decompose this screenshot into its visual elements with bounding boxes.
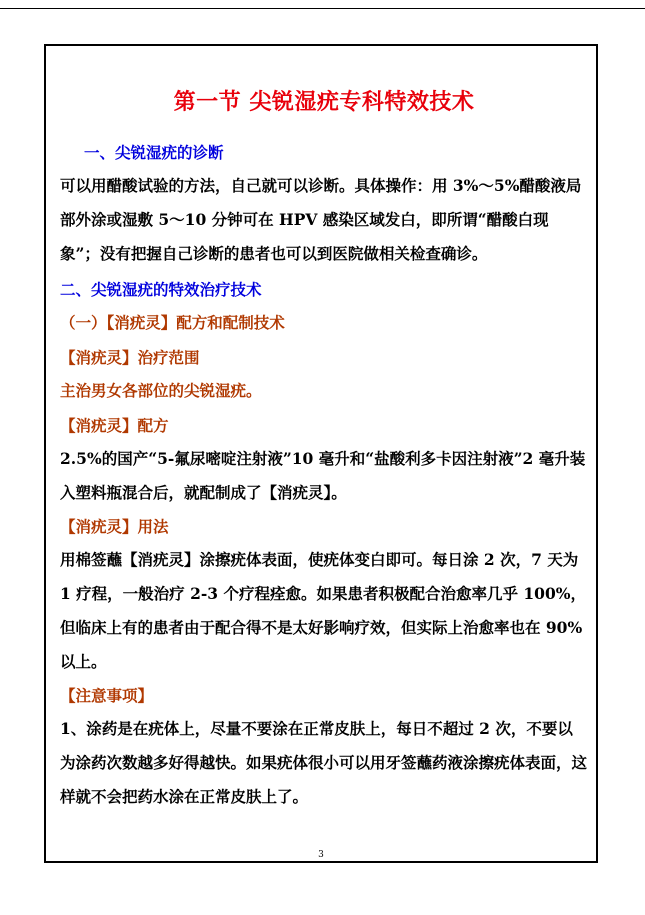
header-rule bbox=[0, 8, 645, 9]
usage-body: 用棉签蘸【消疣灵】涂擦疣体表面，使疣体变白即可。每日涂 2 次，7 天为 1 疗程，一般治疗 2-3 个疗程痊愈。如果患者积极配合治愈率几乎 100%，但临床上有的患者由于配合得不是太好影响疗效，但实际上治愈率也在 90%以上。 bbox=[60, 550, 586, 671]
page-content bbox=[60, 84, 588, 814]
page-title: 第一节 尖锐湿疣专科特效技术 bbox=[173, 89, 475, 115]
notes-heading: 【注意事项】 bbox=[60, 686, 154, 705]
section1-body: 可以用醋酸试验的方法，自己就可以诊断。具体操作：用 3%～5%醋酸液局部外涂或湿敷 5～10 分钟可在 HPV 感染区域发白，即所谓“醋酸白现象”；没有把握自己诊断的患者也可以到医院做相关检查确诊。 bbox=[60, 176, 582, 263]
page-number: 3 bbox=[318, 850, 324, 860]
formula-body: 2.5%的国产“5-氟尿嘧啶注射液”10 毫升和“盐酸利多卡因注射液”2 毫升装入塑料瓶混合后，就配制成了【消疣灵】。 bbox=[60, 449, 586, 502]
page-frame bbox=[44, 44, 598, 863]
scope-heading: 【消疣灵】治疗范围 bbox=[60, 348, 200, 367]
scope-body: 主治男女各部位的尖锐湿疣。 bbox=[60, 381, 262, 400]
section1-heading: 一、尖锐湿疣的诊断 bbox=[84, 143, 224, 162]
notes-body: 1、涂药是在疣体上，尽量不要涂在正常皮肤上，每日不超过 2 次，不要以为涂药次数越多好得越快。如果疣体很小可以用牙签蘸药液涂擦疣体表面，这样就不会把药水涂在正常皮肤上了。 bbox=[60, 719, 588, 806]
section2-heading: 二、尖锐湿疣的特效治疗技术 bbox=[60, 280, 262, 299]
subsection-heading: （一）【消疣灵】配方和配制技术 bbox=[60, 313, 285, 332]
usage-heading: 【消疣灵】用法 bbox=[60, 517, 169, 536]
formula-heading: 【消疣灵】配方 bbox=[60, 416, 169, 435]
